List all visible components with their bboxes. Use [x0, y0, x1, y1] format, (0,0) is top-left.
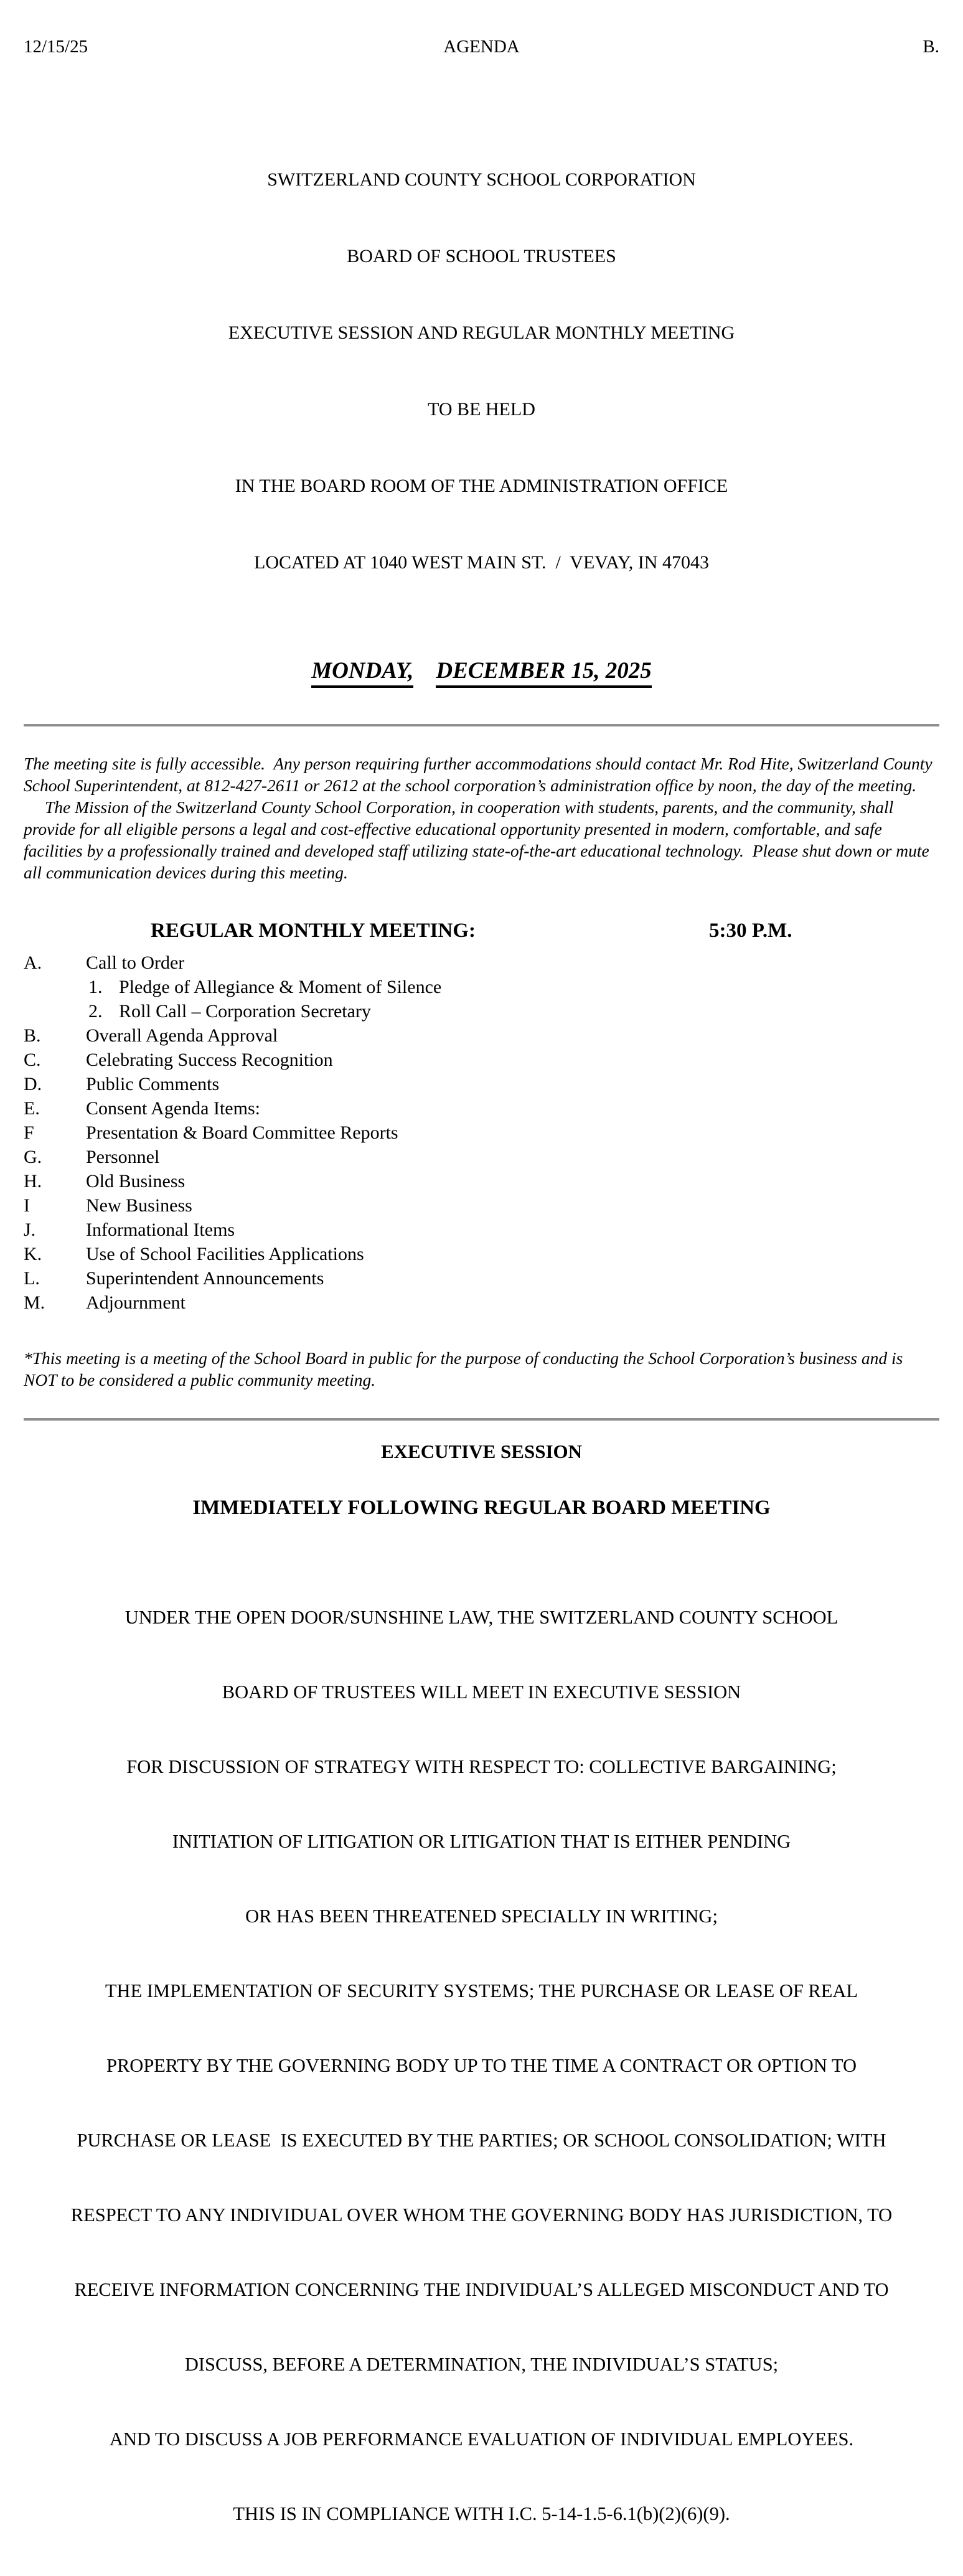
executive-session-line: UNDER THE OPEN DOOR/SUNSHINE LAW, THE SWITZERLAND COUNTY SCHOOL	[124, 1607, 839, 1628]
executive-session-line: INITIATION OF LITIGATION OR LITIGATION THAT IS EITHER PENDING	[172, 1831, 791, 1852]
title-block	[24, 116, 939, 626]
title-line-board: BOARD OF SCHOOL TRUSTEES	[347, 246, 616, 266]
agenda-list	[24, 951, 939, 1315]
agenda-item-text: Informational Items	[86, 1220, 235, 1240]
divider-rule-top	[24, 724, 939, 726]
title-line-room: IN THE BOARD ROOM OF THE ADMINISTRATION OFFICE	[235, 476, 728, 496]
executive-session-line: FOR DISCUSSION OF STRATEGY WITH RESPECT TO: COLLECTIVE BARGAINING;	[126, 1756, 837, 1777]
agenda-item-marker: K.	[24, 1244, 42, 1264]
meeting-date-line	[24, 657, 939, 684]
executive-session-line: PURCHASE OR LEASE IS EXECUTED BY THE PARTIES; OR SCHOOL CONSOLIDATION; WITH	[77, 2130, 886, 2151]
agenda-item-text: Presentation & Board Committee Reports	[86, 1122, 398, 1143]
agenda-item-marker: F	[24, 1122, 34, 1143]
agenda-item-marker: A.	[24, 952, 42, 973]
regular-meeting-heading-row	[24, 918, 939, 943]
agenda-item-marker: G.	[24, 1147, 42, 1167]
agenda-item-g	[24, 1145, 939, 1169]
executive-session-line: OR HAS BEEN THREATENED SPECIALLY IN WRITING;	[245, 1906, 718, 1927]
agenda-item-m	[24, 1290, 939, 1315]
agenda-item-text: Use of School Facilities Applications	[86, 1244, 364, 1264]
header-page-letter: B.	[923, 37, 939, 57]
executive-session-line: BOARD OF TRUSTEES WILL MEET IN EXECUTIVE SESSION	[222, 1681, 741, 1703]
agenda-item-d	[24, 1072, 939, 1096]
executive-session-line: RECEIVE INFORMATION CONCERNING THE INDIVIDUAL’S ALLEGED MISCONDUCT AND TO	[74, 2279, 889, 2300]
agenda-item-b	[24, 1023, 939, 1048]
executive-session-subheading: IMMEDIATELY FOLLOWING REGULAR BOARD MEETING	[192, 1497, 771, 1519]
meeting-time: 5:30 P.M.	[709, 919, 792, 942]
agenda-item-text: Celebrating Success Recognition	[86, 1050, 333, 1070]
agenda-item-text: Personnel	[86, 1147, 160, 1167]
mission-paragraph: The Mission of the Switzerland County School Corporation, in cooperation with students, parents, and the community, shall provide for all eligible persons a legal and cost-effective educational opportunity presented in modern, comfortable, and safe facilities by a professionally trained and developed staff utilizing state-of-the-art educational technology. Please shut down or mute all communication devices during this meeting.	[24, 797, 934, 882]
executive-session-line: THIS IS IN COMPLIANCE WITH I.C. 5-14-1.5-6.1(b)(2)(6)(9).	[233, 2503, 730, 2524]
title-line-address: LOCATED AT 1040 WEST MAIN ST. / VEVAY, IN 47043	[254, 552, 709, 573]
agenda-item-i	[24, 1193, 939, 1218]
agenda-item-marker: M.	[24, 1292, 45, 1313]
meeting-date: DECEMBER 15, 2025	[436, 658, 651, 688]
agenda-item-j	[24, 1218, 939, 1242]
agenda-item-a	[24, 951, 939, 975]
agenda-subitem-marker: 1.	[88, 977, 103, 997]
agenda-item-k	[24, 1242, 939, 1266]
agenda-item-text: Overall Agenda Approval	[86, 1025, 278, 1046]
agenda-item-text: Superintendent Announcements	[86, 1268, 324, 1289]
agenda-item-text: Public Comments	[86, 1074, 220, 1094]
agenda-item-marker: J.	[24, 1220, 36, 1240]
agenda-subitem-marker: 2.	[88, 1001, 103, 1022]
agenda-item-marker: L.	[24, 1268, 40, 1289]
agenda-item-h	[24, 1169, 939, 1193]
agenda-item-marker: E.	[24, 1098, 40, 1119]
agenda-item-marker: H.	[24, 1171, 42, 1192]
agenda-item-l	[24, 1266, 939, 1290]
executive-session-heading: EXECUTIVE SESSION	[380, 1441, 583, 1462]
agenda-item-text: New Business	[86, 1195, 192, 1216]
executive-session-line: DISCUSS, BEFORE A DETERMINATION, THE INDIVIDUAL’S STATUS;	[184, 2354, 779, 2375]
page-header	[24, 36, 939, 57]
agenda-subitem-a2	[24, 999, 939, 1023]
agenda-item-marker: D.	[24, 1074, 42, 1094]
agenda-item-c	[24, 1048, 939, 1072]
agenda-item-marker: I	[24, 1195, 30, 1216]
title-line-session: EXECUTIVE SESSION AND REGULAR MONTHLY MEETING	[228, 322, 735, 343]
header-date: 12/15/25	[24, 37, 88, 57]
agenda-item-f	[24, 1121, 939, 1145]
meeting-day: MONDAY,	[311, 658, 413, 688]
agenda-subitem-a1	[24, 975, 939, 999]
executive-session-line: AND TO DISCUSS A JOB PERFORMANCE EVALUATION OF INDIVIDUAL EMPLOYEES.	[109, 2428, 854, 2450]
executive-session-body	[24, 1555, 939, 2576]
executive-session-line: THE IMPLEMENTATION OF SECURITY SYSTEMS; THE PURCHASE OR LEASE OF REAL	[105, 1980, 858, 2001]
executive-session-line: PROPERTY BY THE GOVERNING BODY UP TO THE TIME A CONTRACT OR OPTION TO	[106, 2055, 857, 2076]
title-line-corporation: SWITZERLAND COUNTY SCHOOL CORPORATION	[267, 169, 696, 190]
header-title: AGENDA	[443, 37, 520, 57]
footnote: *This meeting is a meeting of the School Board in public for the purpose of conducting the School Corporation’s business and is NOT to be considered a public community meeting.	[24, 1348, 908, 1389]
title-line-held: TO BE HELD	[428, 399, 535, 420]
agenda-item-marker: B.	[24, 1025, 41, 1046]
agenda-item-marker: C.	[24, 1050, 41, 1070]
agenda-item-text: Call to Order	[86, 952, 185, 973]
agenda-item-text: Adjournment	[86, 1292, 186, 1313]
executive-session-line: RESPECT TO ANY INDIVIDUAL OVER WHOM THE GOVERNING BODY HAS JURISDICTION, TO	[70, 2204, 893, 2226]
accessibility-paragraph: The meeting site is fully accessible. Any person requiring further accommodations should contact Mr. Rod Hite, Switzerland County School Superintendent, at 812-427-2611 or 2612 at the school corporation’s administration office by noon, the day of the meeting.	[24, 754, 937, 795]
agenda-item-e	[24, 1096, 939, 1121]
divider-rule-bottom	[24, 1418, 939, 1421]
agenda-subitem-text: Pledge of Allegiance & Moment of Silence	[119, 977, 442, 997]
agenda-item-text: Consent Agenda Items:	[86, 1098, 260, 1119]
agenda-subitem-text: Roll Call – Corporation Secretary	[119, 1001, 371, 1022]
regular-meeting-heading: REGULAR MONTHLY MEETING:	[151, 919, 476, 942]
agenda-item-text: Old Business	[86, 1171, 186, 1192]
